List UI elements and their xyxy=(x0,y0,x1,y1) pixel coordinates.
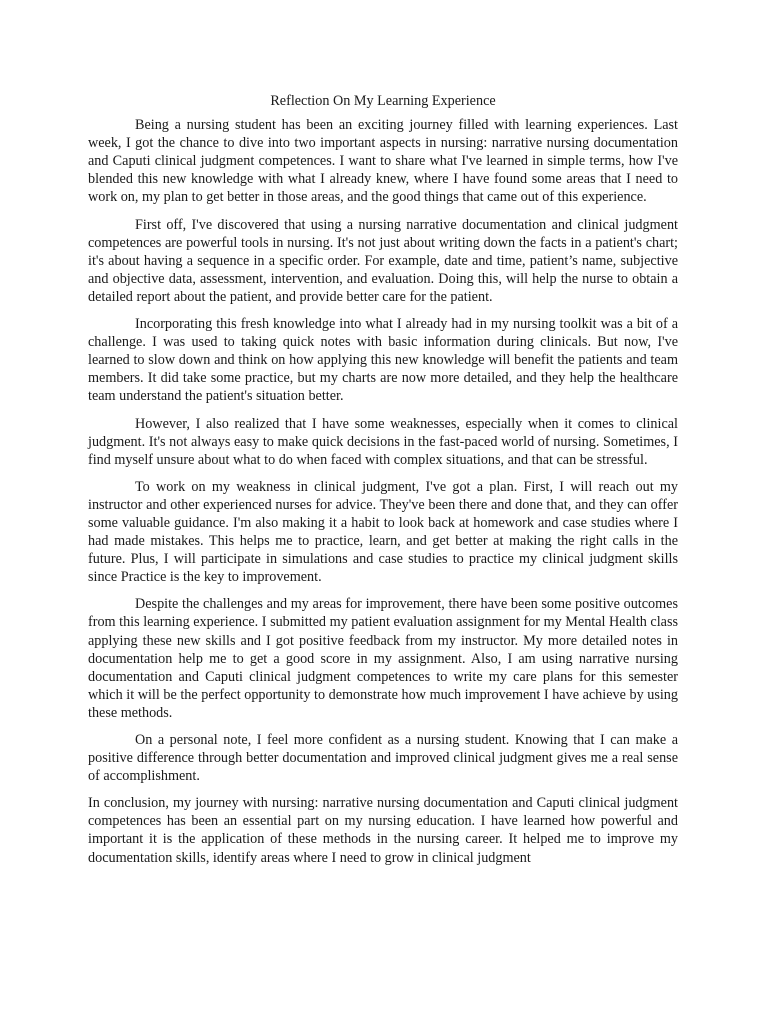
paragraph-personal-note: On a personal note, I feel more confident as a nursing student. Knowing that I can make a positive difference through better documentation and improved clinical judgment gives me a real sense of accomplishment. xyxy=(88,732,678,785)
document-title: Reflection On My Learning Experience xyxy=(270,93,496,109)
paragraph-tools: First off, I've discovered that using a nursing narrative documentation and clinical judgment competences are powerful tools in nursing. It's not just about writing down the facts in a patient's chart; it's about having a sequence in a specific order. For example, date and time, patient’s name, subjective and objective data, assessment, intervention, and evaluation. Doing this, will help the nurse to obtain a detailed report about the patient, and provide better care for the patient. xyxy=(88,216,678,305)
paragraph-outcomes: Despite the challenges and my areas for improvement, there have been some positive outcomes from this learning experience. I submitted my patient evaluation assignment for my Mental Health class applying these new skills and I got positive feedback from my instructor. My more detailed notes in documentation help me to get a good score in my assignment. Also, I am using narrative nursing documentation and Caputi clinical judgment competences to write my care plans for this semester which it will be the perfect opportunity to demonstrate how much improvement I have achieve by using these methods. xyxy=(88,596,678,721)
paragraph-intro: Being a nursing student has been an exciting journey filled with learning experiences. Last week, I got the chance to dive into two important aspects in nursing: narrative nursing documentation and Caputi clinical judgment competences. I want to share what I've learned in simple terms, how I've blended this new knowledge with what I already knew, where I have found some areas that I need to work on, my plan to get better in those areas, and the good things that came out of this experience. xyxy=(88,117,678,206)
paragraph-weaknesses: However, I also realized that I have some weaknesses, especially when it comes to clinical judgment. It's not always easy to make quick decisions in the fast-paced world of nursing. Sometimes, I find myself unsure about what to do when faced with complex situations, and that can be stressful. xyxy=(88,415,678,468)
paragraph-plan: To work on my weakness in clinical judgment, I've got a plan. First, I will reach out my instructor and other experienced nurses for advice. They've been there and done that, and they can offer some valuable guidance. I'm also making it a habit to look back at homework and case studies where I had made mistakes. This helps me to practice, learn, and get better at making the right calls in the future. Plus, I will participate in simulations and case studies to practice my clinical judgment skills since Practice is the key to improvement. xyxy=(88,478,678,586)
paragraph-incorporating: Incorporating this fresh knowledge into what I already had in my nursing toolkit was a bit of a challenge. I was used to taking quick notes with basic information during clinicals. But now, I've learned to slow down and think on how applying this new knowledge will benefit the patients and team members. It did take some practice, but my charts are now more detailed, and they help the healthcare team understand the patient's situation better. xyxy=(88,316,678,405)
document-page xyxy=(88,92,678,876)
paragraph-conclusion: In conclusion, my journey with nursing: narrative nursing documentation and Caputi clinical judgment competences has been an essential part on my nursing education. I have learned how powerful and important it is the application of these methods in the nursing career. It helped me to improve my documentation skills, identify areas where I need to grow in clinical judgment xyxy=(88,795,678,866)
